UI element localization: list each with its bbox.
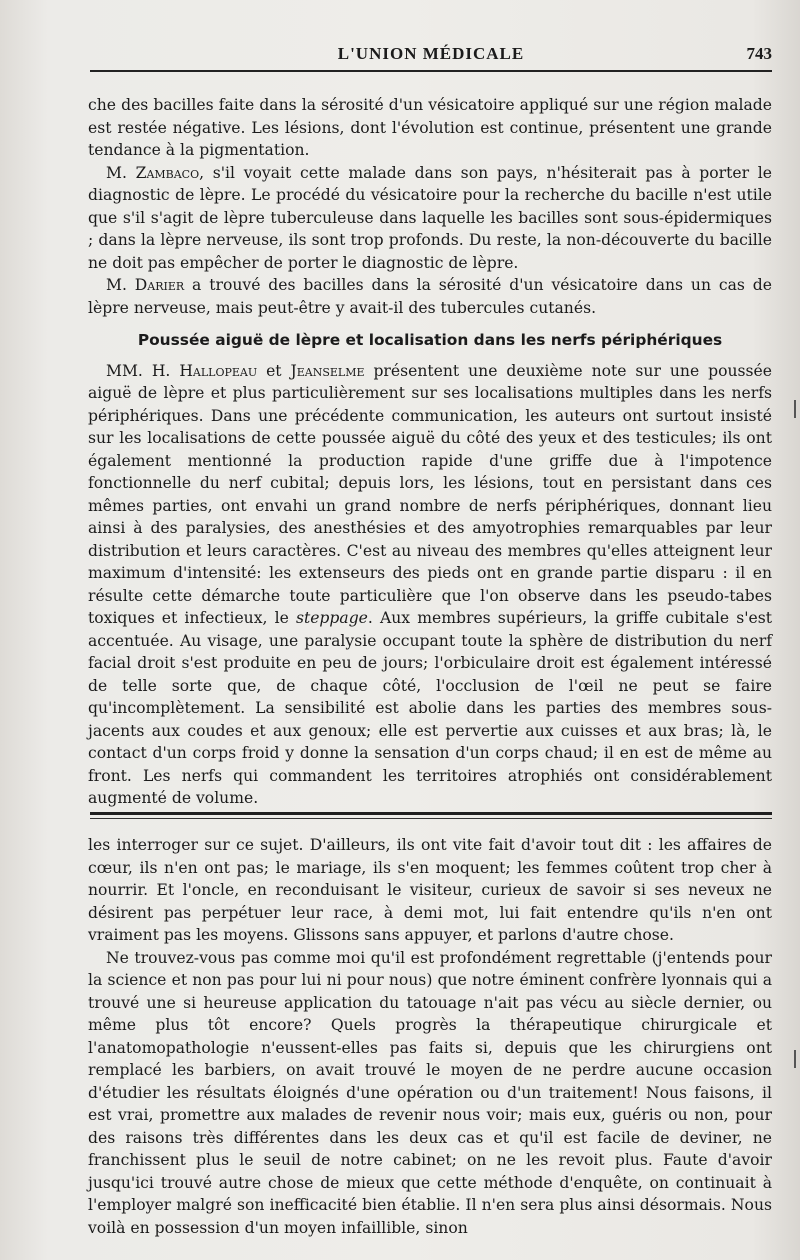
author-name: Jeanselme (290, 361, 365, 380)
paragraph-text: s'il voyait cette malade dans son pays, n'hésiterait pas à porter le diagnostic de lèpre. Le procédé du vésicatoire pour la recherche du bacille n'est utile que s'il s'agit de lèpre tuberculeuse dans laquelle les bacilles sont sous-épidermiques ; dans la lèpre nerveuse, ils sont trop profonds. Du reste, la non-découverte du bacille ne doit pas empêcher de porter le diagnostic de lèpre. (88, 163, 772, 272)
paragraph (88, 274, 772, 319)
separator-thin-rule (90, 818, 772, 819)
separator-thick-rule (90, 812, 772, 815)
speaker-name: M. Darier (106, 276, 185, 294)
authors-conjunction: et (257, 361, 291, 380)
paragraph: Ne trouvez-vous pas comme moi qu'il est profondément regrettable (j'entends pour la science et non pas pour lui ni pour nous) que notre éminent confrère lyonnais qui a trouvé une si heureuse application du tatouage n'ait pas vécu au siècle dernier, ou même plus tôt encore? Quels progrès la thérapeutique chirurgicale et l'anatomopathologie n'eussent-elles pas faits si, depuis que les chirurgiens ont remplacé les barbiers, on avait trouvé le moyen de ne perdre aucune occasion d'étudier les résultats éloignés d'une opération ou d'un traitement! Nous faisons, il est vrai, promettre aux malades de revenir nous voir; mais eux, guéris ou non, pour des raisons très différentes dans les deux cas et qu'il est facile de deviner, ne franchissent plus le seuil de notre cabinet; on ne les revoit plus. Faute d'avoir jusqu'ici trouvé autre chose de mieux que cette méthode d'enquête, on continuait à l'employer malgré son inefficacité bien établie. Il n'en sera plus ainsi désormais. Nous voilà en possession d'un moyen infaillible, sinon (88, 948, 772, 1237)
paragraph (88, 162, 772, 275)
paragraph (88, 360, 772, 810)
article-top (88, 94, 772, 806)
authors-prefix: MM. H. (106, 361, 180, 380)
page-number: 743 (746, 44, 772, 63)
paragraph-text: a trouvé des bacilles dans la sérosité d'un vésicatoire dans un cas de lèpre nerveuse, mais peut-être y avait-il des tubercules cutanés. (88, 276, 772, 317)
italic-term: steppage (295, 609, 368, 627)
paragraph-text: présentent une deuxième note sur une poussée aiguë de lèpre et plus particulièrement sur ses localisations multiples dans les nerfs périphériques. Dans une précédente communication, les auteurs ont surtout insisté sur les localisations de cette poussée aiguë du côté des yeux et des testicules; ils ont également mentionné la production rapide d'une griffe due à l'impotence fonctionnelle du nerf cubital; depuis lors, les lésions, tout en persistant dans ces mêmes parties, ont envahi un grand nombre de nerfs périphériques, donnant lieu ainsi à des paralysies, des anesthésies et des amyotrophies remarquables par leur distribution et leurs caractères. C'est au niveau des membres qu'elles atteignent leur maximum d'intensité: les extenseurs des pieds ont en grande partie disparu : il en résulte cette démarche toute particulière que l'on observe dans les pseudo-tabes toxiques et infectieux, le (88, 361, 772, 627)
paragraph-text: . Aux membres supérieurs, la griffe cubitale s'est accentuée. Au visage, une paralysie occupant toute la sphère de distribution du nerf facial droit s'est produite en peu de jours; l'orbiculaire droit est également intéressé de telle sorte que, de chaque côté, l'occlusion de l'œil ne peut se faire qu'incomplètement. La sensibilité est abolie dans les parties des membres sous-jacents aux coudes et aux genoux; elle est pervertie aux cuisses et aux bras; là, le contact d'un corps froid y donne la sensation d'un corps chaud; il en est de même au front. Les nerfs qui commandent les territoires atrophiés ont considérablement augmenté de volume. (88, 609, 772, 807)
header-rule (90, 70, 772, 72)
running-title: L'UNION MÉDICALE (337, 44, 525, 63)
section-title: Poussée aiguë de lèpre et localisation dans les nerfs périphériques (137, 331, 723, 349)
binding-mark (794, 1050, 796, 1068)
paragraph: les interroger sur ce sujet. D'ailleurs, ils ont vite fait d'avoir tout dit : les affaires de cœur, ils n'en ont pas; le mariage, ils s'en moquent; les femmes coûtent trop cher à nourrir. Et l'oncle, en reconduisant le visiteur, curieux de savoir si ses neveux ne désirent pas perpétuer leur race, à demi mot, lui fait entendre qu'ils n'en ont vraiment pas les moyens. Glissons sans appuyer, et parlons d'autre chose. (88, 836, 772, 944)
binding-mark (794, 400, 796, 418)
speaker-name: M. Zambaco, (106, 163, 205, 182)
feuilleton (88, 834, 772, 1254)
paragraph: che des bacilles faite dans la sérosité d'un vésicatoire appliqué sur une région malade est restée négative. Les lésions, dont l'évolution est continue, présentent une grande tendance à la pigmentation. (88, 96, 772, 159)
author-name: Hallopeau (179, 361, 258, 380)
section-separator (90, 812, 772, 822)
